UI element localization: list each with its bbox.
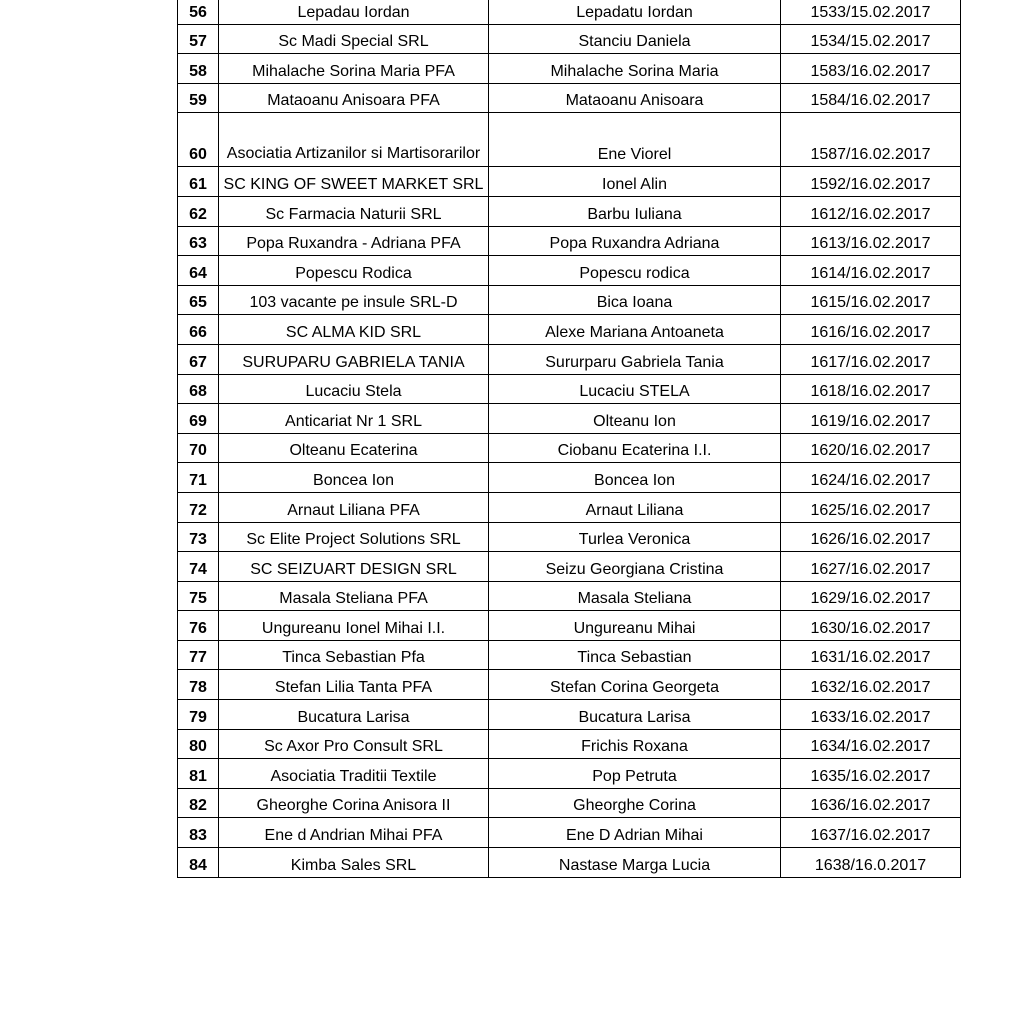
representative-name: Bucatura Larisa [489, 700, 781, 730]
registration-number: 1638/16.0.2017 [781, 848, 961, 878]
company-name: Mihalache Sorina Maria PFA [219, 54, 489, 84]
table-row [178, 818, 961, 848]
representative-name: Seizu Georgiana Cristina [489, 552, 781, 582]
registration-number: 1612/16.02.2017 [781, 196, 961, 226]
representative-name: Tinca Sebastian [489, 640, 781, 670]
row-number: 61 [178, 167, 219, 197]
registration-number: 1584/16.02.2017 [781, 83, 961, 113]
registration-number: 1616/16.02.2017 [781, 315, 961, 345]
registration-number: 1624/16.02.2017 [781, 463, 961, 493]
company-name: Anticariat Nr 1 SRL [219, 404, 489, 434]
company-name: Sc Madi Special SRL [219, 24, 489, 54]
row-number: 79 [178, 700, 219, 730]
row-number: 56 [178, 0, 219, 24]
company-name: Kimba Sales SRL [219, 848, 489, 878]
row-number: 78 [178, 670, 219, 700]
table-row [178, 492, 961, 522]
registry-table [177, 0, 961, 878]
company-name: Popa Ruxandra - Adriana PFA [219, 226, 489, 256]
registration-number: 1614/16.02.2017 [781, 256, 961, 286]
registration-number: 1633/16.02.2017 [781, 700, 961, 730]
company-name: Mataoanu Anisoara PFA [219, 83, 489, 113]
company-name: Masala Steliana PFA [219, 581, 489, 611]
registration-number: 1587/16.02.2017 [781, 113, 961, 167]
table-row [178, 729, 961, 759]
registration-number: 1533/15.02.2017 [781, 0, 961, 24]
table-row [178, 848, 961, 878]
representative-name: Arnaut Liliana [489, 492, 781, 522]
registration-number: 1615/16.02.2017 [781, 285, 961, 315]
row-number: 59 [178, 83, 219, 113]
registration-number: 1636/16.02.2017 [781, 788, 961, 818]
representative-name: Mihalache Sorina Maria [489, 54, 781, 84]
registration-number: 1627/16.02.2017 [781, 552, 961, 582]
row-number: 82 [178, 788, 219, 818]
company-name: SC ALMA KID SRL [219, 315, 489, 345]
representative-name: Olteanu Ion [489, 404, 781, 434]
company-name: SC KING OF SWEET MARKET SRL [219, 167, 489, 197]
table-row [178, 670, 961, 700]
row-number: 75 [178, 581, 219, 611]
table-row [178, 759, 961, 789]
representative-name: Alexe Mariana Antoaneta [489, 315, 781, 345]
table-row [178, 581, 961, 611]
representative-name: Lucaciu STELA [489, 374, 781, 404]
document-page [177, 0, 960, 878]
row-number: 81 [178, 759, 219, 789]
representative-name: Pop Petruta [489, 759, 781, 789]
table-row [178, 522, 961, 552]
registration-number: 1534/15.02.2017 [781, 24, 961, 54]
registration-number: 1583/16.02.2017 [781, 54, 961, 84]
registration-number: 1592/16.02.2017 [781, 167, 961, 197]
row-number: 83 [178, 818, 219, 848]
registration-number: 1635/16.02.2017 [781, 759, 961, 789]
representative-name: Mataoanu Anisoara [489, 83, 781, 113]
company-name: Ungureanu Ionel Mihai I.I. [219, 611, 489, 641]
company-name: Lepadau Iordan [219, 0, 489, 24]
registration-number: 1632/16.02.2017 [781, 670, 961, 700]
table-row [178, 788, 961, 818]
table-row [178, 285, 961, 315]
row-number: 62 [178, 196, 219, 226]
table-row [178, 404, 961, 434]
registry-table-body [178, 0, 961, 877]
representative-name: Stanciu Daniela [489, 24, 781, 54]
representative-name: Lepadatu Iordan [489, 0, 781, 24]
representative-name: Frichis Roxana [489, 729, 781, 759]
row-number: 63 [178, 226, 219, 256]
table-row [178, 433, 961, 463]
company-name: Bucatura Larisa [219, 700, 489, 730]
row-number: 60 [178, 113, 219, 167]
table-row [178, 552, 961, 582]
representative-name: Masala Steliana [489, 581, 781, 611]
table-row [178, 83, 961, 113]
row-number: 69 [178, 404, 219, 434]
registration-number: 1617/16.02.2017 [781, 344, 961, 374]
company-name: Sc Axor Pro Consult SRL [219, 729, 489, 759]
table-row [178, 374, 961, 404]
representative-name: Gheorghe Corina [489, 788, 781, 818]
table-row [178, 24, 961, 54]
company-name: Gheorghe Corina Anisora II [219, 788, 489, 818]
representative-name: Ionel Alin [489, 167, 781, 197]
registration-number: 1629/16.02.2017 [781, 581, 961, 611]
company-name: Stefan Lilia Tanta PFA [219, 670, 489, 700]
row-number: 73 [178, 522, 219, 552]
table-row [178, 315, 961, 345]
company-name: Olteanu Ecaterina [219, 433, 489, 463]
row-number: 70 [178, 433, 219, 463]
table-row [178, 611, 961, 641]
representative-name: Barbu Iuliana [489, 196, 781, 226]
company-name: Lucaciu Stela [219, 374, 489, 404]
representative-name: Ene D Adrian Mihai [489, 818, 781, 848]
row-number: 71 [178, 463, 219, 493]
company-name: Sc Elite Project Solutions SRL [219, 522, 489, 552]
representative-name: Popa Ruxandra Adriana [489, 226, 781, 256]
company-name: Boncea Ion [219, 463, 489, 493]
representative-name: Nastase Marga Lucia [489, 848, 781, 878]
representative-name: Ene Viorel [489, 113, 781, 167]
table-row [178, 196, 961, 226]
company-name: Ene d Andrian Mihai PFA [219, 818, 489, 848]
row-number: 76 [178, 611, 219, 641]
representative-name: Ungureanu Mihai [489, 611, 781, 641]
table-row [178, 54, 961, 84]
representative-name: Popescu rodica [489, 256, 781, 286]
registration-number: 1619/16.02.2017 [781, 404, 961, 434]
representative-name: Ciobanu Ecaterina I.I. [489, 433, 781, 463]
company-name: Asociatia Artizanilor si Martisorarilor [219, 113, 489, 167]
table-row [178, 167, 961, 197]
row-number: 74 [178, 552, 219, 582]
table-row [178, 256, 961, 286]
row-number: 77 [178, 640, 219, 670]
registration-number: 1613/16.02.2017 [781, 226, 961, 256]
registration-number: 1620/16.02.2017 [781, 433, 961, 463]
table-row [178, 640, 961, 670]
row-number: 65 [178, 285, 219, 315]
company-name: SC SEIZUART DESIGN SRL [219, 552, 489, 582]
company-name: Sc Farmacia Naturii SRL [219, 196, 489, 226]
table-row [178, 226, 961, 256]
company-name: Tinca Sebastian Pfa [219, 640, 489, 670]
row-number: 72 [178, 492, 219, 522]
registration-number: 1634/16.02.2017 [781, 729, 961, 759]
representative-name: Stefan Corina Georgeta [489, 670, 781, 700]
registration-number: 1631/16.02.2017 [781, 640, 961, 670]
row-number: 80 [178, 729, 219, 759]
company-name: Popescu Rodica [219, 256, 489, 286]
table-row [178, 344, 961, 374]
representative-name: Turlea Veronica [489, 522, 781, 552]
registration-number: 1637/16.02.2017 [781, 818, 961, 848]
representative-name: Bica Ioana [489, 285, 781, 315]
row-number: 84 [178, 848, 219, 878]
representative-name: Sururparu Gabriela Tania [489, 344, 781, 374]
table-row [178, 113, 961, 167]
row-number: 58 [178, 54, 219, 84]
row-number: 66 [178, 315, 219, 345]
table-row [178, 0, 961, 24]
row-number: 64 [178, 256, 219, 286]
row-number: 57 [178, 24, 219, 54]
registration-number: 1630/16.02.2017 [781, 611, 961, 641]
company-name: 103 vacante pe insule SRL-D [219, 285, 489, 315]
row-number: 67 [178, 344, 219, 374]
row-number: 68 [178, 374, 219, 404]
registration-number: 1626/16.02.2017 [781, 522, 961, 552]
company-name: Arnaut Liliana PFA [219, 492, 489, 522]
company-name: SURUPARU GABRIELA TANIA [219, 344, 489, 374]
company-name: Asociatia Traditii Textile [219, 759, 489, 789]
table-row [178, 463, 961, 493]
table-row [178, 700, 961, 730]
registration-number: 1625/16.02.2017 [781, 492, 961, 522]
representative-name: Boncea Ion [489, 463, 781, 493]
registration-number: 1618/16.02.2017 [781, 374, 961, 404]
